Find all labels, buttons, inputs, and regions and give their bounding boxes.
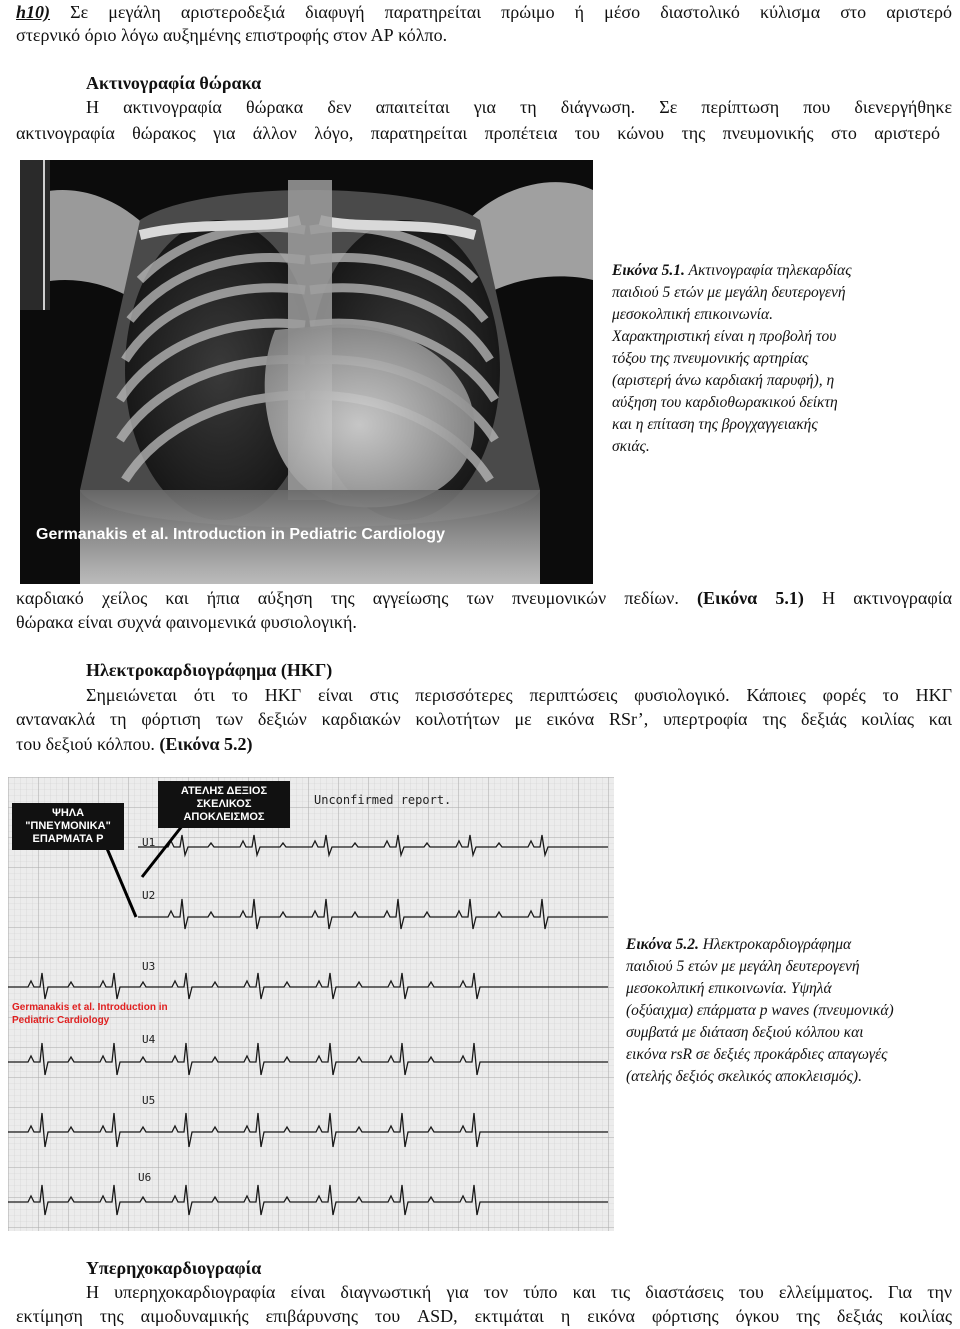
ecg-label-p-waves: ΨΗΛΑ "ΠΝΕΥΜΟΝΙΚΑ" ΕΠΑΡΜΑΤΑ P [12, 803, 124, 850]
ecg-caption-line: (οξύαιχμα) επάρματα p waves (πνευμονικά) [626, 1002, 894, 1019]
xray-caption-line: Ακτινογραφία τηλεκαρδίας [684, 262, 852, 279]
ecg-line-1: Σημειώνεται ότι το ΗΚΓ είναι στις περισσότερες περιπτώσεις φυσιολογικό. Κάποιες φορές το ΗΚΓ [86, 685, 952, 705]
echo-line-2: εκτίμηση της αιμοδυναμικής επιβάρυνσης του ASD, εκτιμάται η εικόνα φόρτισης όγκου της δεξιάς κοιλίας [16, 1306, 952, 1326]
xray-after-text-b: Η ακτινογραφία [803, 588, 953, 608]
ecg-caption-line: Ηλεκτροκαρδιογράφημα [698, 936, 852, 953]
ecg-caption-line: παιδιού 5 ετών με μεγάλη δευτερογενή [626, 958, 860, 975]
ecg-line-2: αντανακλά τη φόρτιση των δεξιών καρδιακών κοιλοτήτων με εικόνα RSr’, υπερτροφία της δεξιάς κοιλίας και [16, 709, 952, 729]
xray-after-line-1 [16, 587, 952, 609]
xray-caption-label: Εικόνα 5.1. [612, 262, 685, 279]
lead-label: U3 [142, 960, 156, 973]
lead-label: U1 [142, 836, 156, 849]
xray-caption-line: (αριστερή άνω καρδιακή παρυφή), η [612, 372, 835, 389]
xray-after-line-2: θώρακα είναι συχνά φαινομενικά φυσιολογική. [16, 612, 357, 632]
ecg-line-3 [16, 733, 253, 755]
ecg-unconfirmed-report: Unconfirmed report. [314, 793, 452, 807]
ecg-label-rbbb: ΑΤΕΛΗΣ ΔΕΞΙΟΣ ΣΚΕΛΙΚΟΣ ΑΠΟΚΛΕΙΣΜΟΣ [158, 781, 290, 828]
ecg-caption [626, 934, 958, 1088]
echo-heading: Υπερηχοκαρδιογραφία [86, 1258, 262, 1278]
lead-label: U6 [138, 1171, 152, 1184]
xray-caption-line: παιδιού 5 ετών με μεγάλη δευτερογενή [612, 284, 846, 301]
xray-watermark: Germanakis et al. Introduction in Pediatric Cardiology [36, 526, 445, 543]
xray-caption [612, 260, 952, 458]
ecg-image [8, 777, 614, 1231]
xray-caption-line: σκιάς. [612, 438, 650, 455]
xray-line-2: ακτινογραφία θώρακος για άλλον λόγο, παρατηρείται προπέτεια του κώνου της πνευμονικής στο αριστερό [16, 123, 940, 143]
ecg-line-3-text: του δεξιού κόλπου. [16, 734, 160, 754]
xray-caption-line: Χαρακτηριστική είναι η προβολή του [612, 328, 837, 345]
intro-line-1-text: Σε μεγάλη αριστεροδεξιά διαφυγή παρατηρείται πρώιμο ή μέσο διαστολικό κύλισμα στο αριστερό [50, 2, 952, 22]
figure-ref-5-1: (Εικόνα 5.1) [697, 588, 804, 608]
ecg-caption-line: εικόνα rsR σε δεξιές προκάρδιες απαγωγές [626, 1046, 888, 1063]
lead-label: U5 [142, 1094, 156, 1107]
lead-label: U2 [142, 889, 156, 902]
ecg-heading: Ηλεκτροκαρδιογράφημα (ΗΚΓ) [86, 660, 333, 680]
ecg-caption-line: (ατελής δεξιός σκελικός αποκλεισμός). [626, 1068, 862, 1085]
xray-caption-line: αύξηση του καρδιοθωρακικού δείκτη [612, 394, 838, 411]
lead-label: U4 [142, 1033, 156, 1046]
xray-line-1: Η ακτινογραφία θώρακα δεν απαιτείται για τη διάγνωση. Σε περίπτωση που διενεργήθηκε [86, 97, 952, 117]
ecg-watermark: Germanakis et al. Introduction in Pediatric Cardiology [12, 1002, 168, 1026]
xray-caption-line: τόξου της πνευμονικής αρτηρίας [612, 350, 809, 367]
echo-line-1: Η υπερηχοκαρδιογραφία είναι διαγνωστική για τον τύπο και τις διαστάσεις του ελλείμματος. Για την [86, 1282, 952, 1302]
section-tag: h10) [16, 2, 51, 22]
xray-after-text: καρδιακό χείλος και ήπια αύξηση της αγγείωσης των πνευμονικών πεδίων. [16, 588, 698, 608]
intro-line-1 [16, 1, 952, 23]
ecg-caption-label: Εικόνα 5.2. [626, 936, 699, 953]
xray-heading: Ακτινογραφία θώρακα [86, 73, 262, 93]
chest-xray-graphic [20, 160, 593, 584]
chest-xray-image [20, 160, 593, 584]
ecg-caption-line: μεσοκολπική επικοινωνία. Υψηλά [626, 980, 832, 997]
intro-line-2: στερνικό όριο λόγω αυξημένης επιστροφής στον ΑΡ κόλπο. [16, 25, 448, 45]
xray-caption-line: και η επίταση της βρογχαγγειακής [612, 416, 818, 433]
ecg-caption-line: συμβατά με διάταση δεξιού κόλπου και [626, 1024, 864, 1041]
xray-caption-line: μεσοκολπική επικοινωνία. [612, 306, 773, 323]
figure-ref-5-2: (Εικόνα 5.2) [159, 734, 253, 754]
